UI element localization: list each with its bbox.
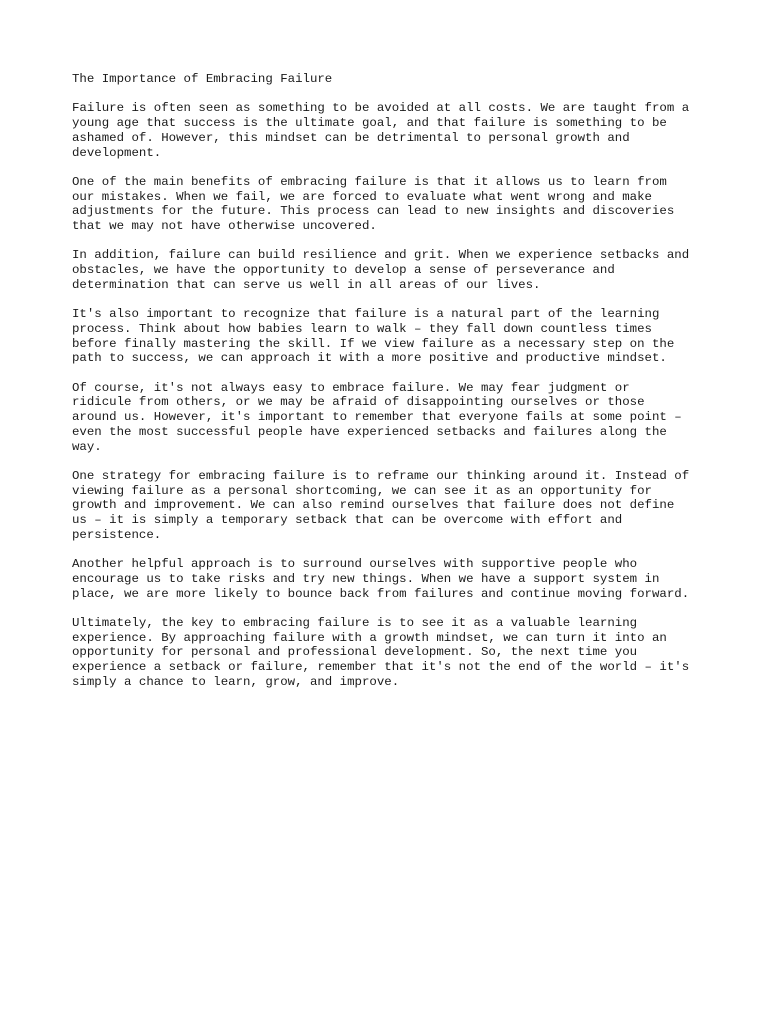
paragraph (72, 101, 704, 160)
paragraph-line: opportunity for personal and professional development. So, the next time you (72, 645, 638, 660)
paragraph-line: us – it is simply a temporary setback that can be overcome with effort and (72, 513, 623, 527)
paragraph-line: way. (72, 439, 102, 454)
paragraph (72, 616, 704, 690)
paragraph-line: simply a chance to learn, grow, and improve. (72, 674, 400, 689)
paragraph-line: that we may not have otherwise uncovered. (72, 219, 377, 233)
document-page (72, 72, 704, 704)
paragraph-line: Ultimately, the key to embracing failure is to see it as a valuable learning (72, 615, 638, 630)
paragraph-line: ashamed of. However, this mindset can be detrimental to personal growth and (72, 130, 630, 145)
paragraph-line: path to success, we can approach it with a more positive and productive mindset. (72, 351, 667, 366)
paragraph (72, 381, 704, 455)
paragraph-line: ridicule from others, or we may be afraid of disappointing ourselves or those (72, 395, 645, 410)
paragraph-line: In addition, failure can build resilience and grit. When we experience setbacks and (72, 248, 690, 263)
paragraph-line: before finally mastering the skill. If we view failure as a necessary step on the (72, 336, 675, 351)
paragraph-line: young age that success is the ultimate goal, and that failure is something to be (72, 116, 667, 131)
paragraph (72, 557, 704, 601)
paragraph-line: Failure is often seen as something to be avoided at all costs. We are taught from a (72, 101, 690, 116)
paragraph-line: even the most successful people have experienced setbacks and failures along the (72, 424, 667, 439)
paragraph-line: obstacles, we have the opportunity to develop a sense of perseverance and (72, 263, 615, 278)
paragraph-line: process. Think about how babies learn to walk – they fall down countless times (72, 321, 652, 336)
paragraph-line: growth and improvement. We can also remind ourselves that failure does not define (72, 498, 675, 513)
paragraph-line: development. (72, 145, 162, 160)
paragraph-line: persistence. (72, 527, 162, 542)
paragraph-line: encourage us to take risks and try new things. When we have a support system in (72, 571, 660, 586)
paragraph-line: One of the main benefits of embracing failure is that it allows us to learn from (72, 174, 667, 189)
paragraph-line: Of course, it's not always easy to embrace failure. We may fear judgment or (72, 380, 630, 395)
paragraph-line: our mistakes. When we fail, we are forced to evaluate what went wrong and make (72, 189, 652, 204)
paragraph-line: place, we are more likely to bounce back from failures and continue moving forward. (72, 586, 690, 601)
paragraph-line: adjustments for the future. This process can lead to new insights and discoveries (72, 204, 675, 219)
paragraph-line: experience. By approaching failure with a growth mindset, we can turn it into an (72, 630, 667, 645)
paragraph-line: Another helpful approach is to surround ourselves with supportive people who (72, 557, 638, 572)
paragraph (72, 469, 704, 543)
document-title: The Importance of Embracing Failure (72, 72, 333, 86)
paragraph (72, 307, 704, 366)
paragraph-line: experience a setback or failure, remember that it's not the end of the world – it's (72, 660, 690, 674)
document-body (72, 101, 704, 689)
paragraph-line: around us. However, it's important to remember that everyone fails at some point – (72, 410, 682, 425)
paragraph-line: viewing failure as a personal shortcoming, we can see it as an opportunity for (72, 483, 652, 498)
paragraph (72, 248, 704, 292)
paragraph (72, 175, 704, 234)
paragraph-line: It's also important to recognize that failure is a natural part of the learning (72, 307, 660, 322)
paragraph-line: determination that can serve us well in all areas of our lives. (72, 277, 541, 292)
paragraph-line: One strategy for embracing failure is to reframe our thinking around it. Instead of (72, 468, 690, 483)
